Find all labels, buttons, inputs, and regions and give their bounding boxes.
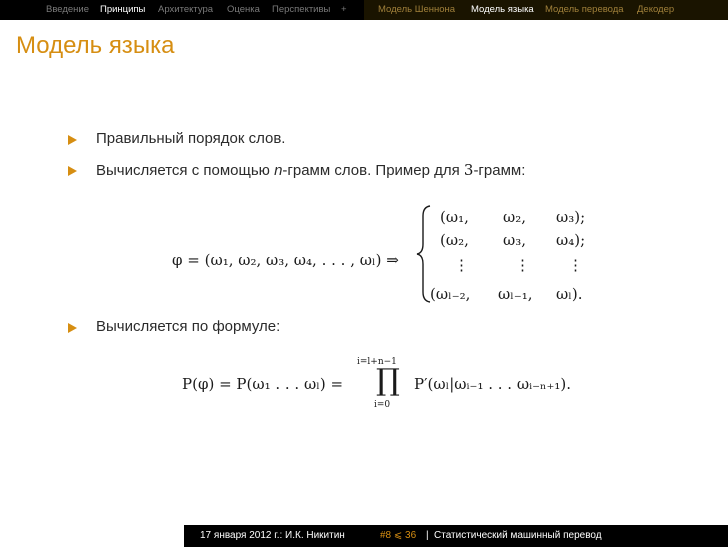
nav-section-perspectives[interactable]: Перспективы [272, 4, 331, 15]
bullet-text [96, 161, 525, 179]
product-upper-limit: i=l+n−1 [357, 357, 397, 367]
nav-section-architecture[interactable]: Архитектура [158, 4, 214, 15]
subsection-navigation [364, 0, 728, 20]
top-navigation-bar [0, 0, 728, 20]
matrix-cell: ω₃); [556, 208, 586, 226]
nav-subsection-decoder[interactable]: Декодер [637, 4, 675, 15]
ngram-formula-lhs: φ = (ω₁, ω₂, ω₃, ω₄, . . . , ωₗ) ⇒ [172, 251, 399, 269]
footer-date-author: 17 января 2012 г.: И.К. Никитин [200, 530, 345, 541]
matrix-cell: ⋮ [568, 256, 583, 274]
nav-section-introduction[interactable]: Введение [46, 4, 90, 15]
bullet-triangle-icon [68, 135, 77, 145]
nav-section-more[interactable]: + [341, 4, 347, 15]
footer-right [364, 525, 728, 547]
footer-page-number: #8 ⩽ 36 [380, 530, 417, 541]
matrix-cell: (ω₂, [440, 231, 469, 249]
footer-separator: | [426, 530, 429, 541]
bullet-text-part: Вычисляется с помощью [96, 162, 275, 179]
slide-title: Модель языка [16, 32, 175, 59]
bullet-text: Правильный порядок слов. [96, 130, 286, 147]
nav-subsection-shannon[interactable]: Модель Шеннона [378, 4, 456, 15]
bullet-text: Вычисляется по формуле: [96, 318, 281, 335]
probability-formula-rhs: P′(ωₗ|ωᵢ₋₁ . . . ωᵢ₋ₙ₊₁). [414, 375, 572, 393]
footer-author-bar [184, 525, 364, 547]
nav-subsection-translation-model[interactable]: Модель перевода [545, 4, 624, 15]
bullet-text-three: 3 [463, 161, 474, 179]
matrix-cell: ⋮ [454, 256, 469, 274]
bullet-text-part: -грамм слов. Пример для [282, 162, 464, 179]
footer-course-title: Статистический машинный перевод [434, 530, 602, 541]
bullet-triangle-icon [68, 166, 77, 176]
matrix-cell: (ω₁, [440, 208, 469, 226]
matrix-cell: ω₃, [503, 231, 527, 249]
bullet-text-part: -грамм: [473, 162, 526, 179]
nav-section-principles[interactable]: Принципы [100, 4, 146, 15]
probability-formula-lhs: P(φ) = P(ω₁ . . . ωₗ) = [182, 375, 344, 393]
matrix-cell: ωₗ). [556, 285, 583, 303]
bullet-text-n: n [274, 162, 283, 179]
product-lower-limit: i=0 [374, 400, 391, 410]
bullet-triangle-icon [68, 323, 77, 333]
nav-section-evaluation[interactable]: Оценка [227, 4, 260, 15]
section-navigation [0, 0, 364, 20]
product-symbol: ∏ [376, 363, 400, 398]
matrix-cell: ω₄); [556, 231, 586, 249]
matrix-cell: ⋮ [515, 256, 530, 274]
matrix-cell: (ωₗ₋₂, [430, 285, 471, 303]
nav-subsection-language-model[interactable]: Модель языка [471, 4, 534, 15]
matrix-cell: ω₂, [503, 208, 527, 226]
matrix-cell: ωₗ₋₁, [498, 285, 533, 303]
